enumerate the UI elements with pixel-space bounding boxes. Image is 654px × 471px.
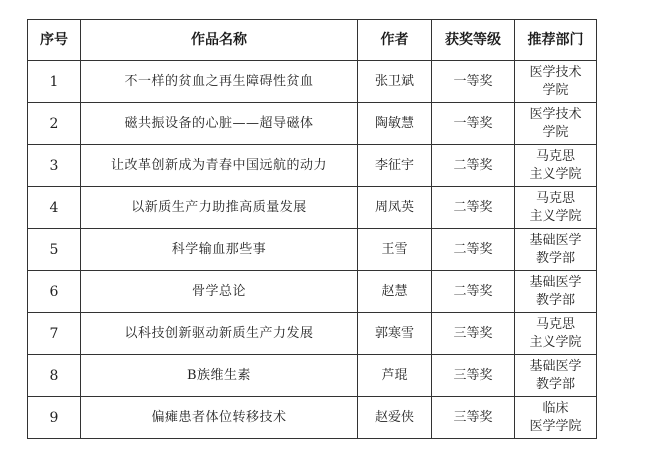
dept-line: 主义学院	[529, 166, 582, 182]
cell-dept	[515, 61, 597, 103]
dept-line: 马克思	[535, 190, 575, 206]
table-row	[28, 271, 597, 313]
table-row	[28, 61, 597, 103]
header-author: 作者	[358, 20, 432, 61]
cell-dept	[515, 271, 597, 313]
cell-seq: 3	[28, 145, 81, 187]
dept-line: 学院	[542, 124, 569, 140]
table-row	[28, 313, 597, 355]
cell-seq: 6	[28, 271, 81, 313]
dept-line: 主义学院	[529, 334, 582, 350]
table-header	[28, 20, 597, 61]
cell-seq: 9	[28, 397, 81, 439]
cell-author: 张卫斌	[358, 61, 432, 103]
cell-title: 科学输血那些事	[81, 229, 358, 271]
dept-line: 主义学院	[529, 208, 582, 224]
cell-seq: 8	[28, 355, 81, 397]
cell-author: 芦琨	[358, 355, 432, 397]
dept-line: 医学学院	[529, 418, 582, 434]
dept-line: 临床	[542, 400, 569, 416]
cell-title: 不一样的贫血之再生障碍性贫血	[81, 61, 358, 103]
cell-dept	[515, 145, 597, 187]
dept-line: 马克思	[535, 148, 575, 164]
dept-line: 教学部	[535, 250, 575, 266]
table-row	[28, 187, 597, 229]
cell-award: 二等奖	[432, 187, 515, 229]
header-row	[28, 20, 597, 61]
cell-author: 李征宇	[358, 145, 432, 187]
cell-title: 骨学总论	[81, 271, 358, 313]
table-row	[28, 397, 597, 439]
table-row	[28, 145, 597, 187]
cell-title: 以科技创新驱动新质生产力发展	[81, 313, 358, 355]
cell-award: 二等奖	[432, 229, 515, 271]
dept-line: 教学部	[535, 292, 575, 308]
cell-seq: 4	[28, 187, 81, 229]
cell-author: 赵慧	[358, 271, 432, 313]
table-row	[28, 229, 597, 271]
cell-author: 赵爱侠	[358, 397, 432, 439]
cell-seq: 5	[28, 229, 81, 271]
cell-dept	[515, 103, 597, 145]
cell-dept	[515, 355, 597, 397]
cell-author: 郭寒雪	[358, 313, 432, 355]
cell-title: 磁共振设备的心脏——超导磁体	[81, 103, 358, 145]
dept-line: 马克思	[535, 316, 575, 332]
table-row	[28, 103, 597, 145]
cell-dept	[515, 229, 597, 271]
cell-dept	[515, 187, 597, 229]
table-body	[28, 61, 597, 439]
dept-line: 医学技术	[529, 106, 582, 122]
cell-title: B族维生素	[81, 355, 358, 397]
cell-seq: 7	[28, 313, 81, 355]
dept-line: 学院	[542, 82, 569, 98]
cell-seq: 2	[28, 103, 81, 145]
header-seq: 序号	[28, 20, 81, 61]
dept-line: 基础医学	[529, 358, 582, 374]
dept-line: 医学技术	[529, 64, 582, 80]
cell-title: 让改革创新成为青春中国远航的动力	[81, 145, 358, 187]
dept-line: 教学部	[535, 376, 575, 392]
cell-author: 王雪	[358, 229, 432, 271]
awards-table	[27, 19, 597, 439]
cell-award: 一等奖	[432, 61, 515, 103]
table-row	[28, 355, 597, 397]
cell-award: 二等奖	[432, 145, 515, 187]
dept-line: 基础医学	[529, 232, 582, 248]
cell-author: 陶敏慧	[358, 103, 432, 145]
cell-award: 三等奖	[432, 355, 515, 397]
cell-award: 三等奖	[432, 313, 515, 355]
cell-award: 一等奖	[432, 103, 515, 145]
cell-author: 周凤英	[358, 187, 432, 229]
cell-dept	[515, 397, 597, 439]
header-award: 获奖等级	[432, 20, 515, 61]
cell-award: 三等奖	[432, 397, 515, 439]
cell-title: 偏瘫患者体位转移技术	[81, 397, 358, 439]
header-dept: 推荐部门	[515, 20, 597, 61]
header-title: 作品名称	[81, 20, 358, 61]
dept-line: 基础医学	[529, 274, 582, 290]
cell-award: 二等奖	[432, 271, 515, 313]
cell-seq: 1	[28, 61, 81, 103]
cell-title: 以新质生产力助推高质量发展	[81, 187, 358, 229]
cell-dept	[515, 313, 597, 355]
